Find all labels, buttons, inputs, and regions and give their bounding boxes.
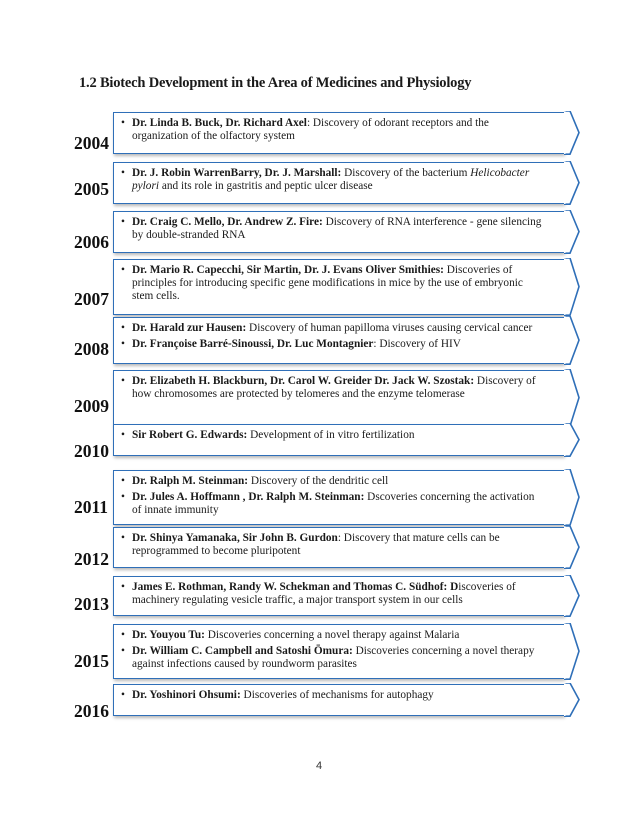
entry-box bbox=[113, 527, 564, 568]
timeline-entry bbox=[74, 112, 564, 152]
separator: : bbox=[373, 338, 377, 351]
item-text bbox=[132, 264, 546, 304]
timeline-entry bbox=[74, 424, 564, 461]
entry-item bbox=[121, 338, 546, 351]
item-text bbox=[132, 375, 546, 401]
entry-box bbox=[113, 162, 564, 204]
year-label: 2006 bbox=[74, 232, 109, 252]
entry-content bbox=[114, 425, 564, 445]
timeline-entry bbox=[74, 259, 564, 313]
laureate-names: Dr. Ralph M. Steinman: bbox=[132, 475, 249, 487]
bullet-icon: • bbox=[121, 581, 125, 593]
entry-content bbox=[114, 625, 564, 675]
entry-box bbox=[113, 317, 564, 364]
entry-box bbox=[113, 112, 564, 154]
timeline-entry bbox=[74, 576, 564, 614]
bullet-icon: • bbox=[121, 338, 125, 351]
box-arrow-shape bbox=[564, 161, 580, 204]
entry-box bbox=[113, 684, 564, 716]
entry-item bbox=[121, 581, 546, 607]
timeline-entry bbox=[74, 527, 564, 569]
year-label: 2010 bbox=[74, 441, 109, 461]
bullet-icon: • bbox=[121, 429, 125, 441]
item-text bbox=[132, 581, 546, 607]
item-text bbox=[132, 645, 546, 671]
box-arrow-shape bbox=[564, 316, 580, 364]
laureate-names: Dr. Françoise Barré-Sinoussi, Dr. Luc Montagnier bbox=[132, 338, 374, 351]
laureate-names: Dr. Jules A. Hoffmann , Dr. Ralph M. Steinman: bbox=[132, 491, 365, 504]
entry-item bbox=[121, 645, 546, 671]
entry-item bbox=[121, 629, 546, 642]
discovery-text: Discovery of RNA interference - gene silencing by double-stranded RNA bbox=[132, 216, 542, 242]
entry-item bbox=[121, 264, 546, 304]
entry-box bbox=[113, 370, 564, 426]
bullet-icon: • bbox=[121, 216, 125, 228]
entry-content bbox=[114, 163, 564, 196]
entry-content bbox=[114, 685, 564, 705]
discovery-text-continued: and its role in gastritis and peptic ulcer disease bbox=[159, 180, 373, 193]
timeline-entry bbox=[74, 211, 564, 251]
box-arrow-shape bbox=[564, 623, 580, 679]
box-arrow-shape bbox=[564, 111, 580, 154]
entry-item bbox=[121, 167, 546, 193]
item-text bbox=[132, 491, 546, 517]
laureate-names: Dr. Shinya Yamanaka, Sir John B. Gurdon bbox=[132, 532, 338, 544]
box-arrow-shape bbox=[564, 423, 580, 456]
box-arrow-shape bbox=[564, 526, 580, 568]
box-arrow-shape bbox=[564, 210, 580, 253]
entry-item bbox=[121, 322, 546, 335]
item-text bbox=[132, 322, 546, 335]
laureate-names: Dr. Linda B. Buck, Dr. Richard Axel bbox=[132, 117, 307, 129]
entry-box bbox=[113, 624, 564, 679]
discovery-text: Discovery of how chromosomes are protected by telomeres and the enzyme telomerase bbox=[132, 375, 536, 401]
entry-item bbox=[121, 475, 546, 488]
laureate-names: Dr. Harald zur Hausen: bbox=[132, 322, 247, 334]
laureate-names: Dr. J. Robin WarrenBarry, Dr. J. Marshall: bbox=[132, 167, 342, 179]
item-text bbox=[132, 532, 546, 558]
bullet-icon: • bbox=[121, 475, 125, 487]
item-text bbox=[132, 629, 546, 642]
bullet-icon: • bbox=[121, 689, 125, 701]
bullet-icon: • bbox=[121, 375, 125, 387]
entry-item bbox=[121, 532, 546, 558]
item-text bbox=[132, 689, 546, 702]
item-text bbox=[132, 475, 546, 488]
bullet-icon: • bbox=[121, 491, 125, 504]
box-arrow-shape bbox=[564, 258, 580, 315]
entry-box bbox=[113, 211, 564, 253]
discovery-text: Discovery of human papilloma viruses causing cervical cancer bbox=[246, 322, 533, 334]
entry-content bbox=[114, 471, 564, 521]
year-label: 2012 bbox=[74, 549, 109, 569]
entry-box bbox=[113, 576, 564, 616]
discovery-text: Discoveries of mechanisms for autophagy bbox=[240, 689, 434, 701]
laureate-names: Dr. Youyou Tu: bbox=[132, 629, 205, 641]
year-label: 2016 bbox=[74, 701, 109, 721]
entry-content bbox=[114, 113, 564, 146]
box-arrow-shape bbox=[564, 683, 580, 716]
separator: : bbox=[337, 532, 341, 544]
bullet-icon: • bbox=[121, 629, 125, 641]
discovery-text: Discovery of odorant receptors and the organization of the olfactory system bbox=[132, 117, 489, 143]
entry-item bbox=[121, 117, 546, 143]
discovery-text: Discovery that mature cells can be reprogrammed to become pluripotent bbox=[132, 532, 500, 558]
entry-content bbox=[114, 260, 564, 307]
entry-box bbox=[113, 424, 564, 456]
year-label: 2013 bbox=[74, 594, 109, 614]
laureate-names: James E. Rothman, Randy W. Schekman and Thomas C. Südhof: D bbox=[132, 581, 459, 593]
box-arrow-shape bbox=[564, 575, 580, 616]
item-text bbox=[132, 429, 546, 442]
entry-content bbox=[114, 577, 564, 610]
discovery-text: Discovery of HIV bbox=[376, 338, 461, 351]
entry-item bbox=[121, 375, 546, 401]
discovery-text: Discovery of the dendritic cell bbox=[248, 475, 389, 487]
entry-content bbox=[114, 528, 564, 561]
page-number: 4 bbox=[315, 760, 323, 772]
year-label: 2004 bbox=[74, 133, 109, 153]
discovery-text: Discoveries concerning a novel therapy against infections caused by roundworm parasites bbox=[132, 645, 535, 671]
species-name: Helicobacter pylori bbox=[132, 167, 530, 193]
bullet-icon: • bbox=[121, 264, 125, 276]
discovery-text: iscoveries of machinery regulating vesicle traffic, a major transport system in our cells bbox=[132, 581, 516, 607]
item-text bbox=[132, 117, 546, 143]
item-text bbox=[132, 167, 546, 193]
laureate-names: Sir Robert G. Edwards: bbox=[132, 429, 248, 441]
laureate-names: Dr. Mario R. Capecchi, Sir Martin, Dr. J. Evans Oliver Smithies: bbox=[132, 264, 444, 276]
separator: : bbox=[306, 117, 311, 129]
discovery-text: Discoveries concerning a novel therapy against Malaria bbox=[204, 629, 460, 641]
timeline-entry bbox=[74, 624, 564, 677]
timeline-entry bbox=[74, 684, 564, 721]
box-arrow-shape bbox=[564, 369, 580, 426]
discovery-text: Discoveries of principles for introducing specific gene modifications in mice by the use of embryonic stem cells. bbox=[132, 264, 523, 303]
year-label: 2007 bbox=[74, 289, 109, 309]
year-label: 2008 bbox=[74, 339, 109, 359]
year-label: 2011 bbox=[74, 497, 109, 517]
bullet-icon: • bbox=[121, 645, 125, 658]
laureate-names: Dr. William C. Campbell and Satoshi Ōmura: bbox=[132, 645, 353, 658]
section-title: 1.2 Biotech Development in the Area of Medicines and Physiology bbox=[79, 75, 472, 91]
entry-content bbox=[114, 371, 564, 404]
year-label: 2015 bbox=[74, 651, 109, 671]
year-label: 2005 bbox=[74, 179, 109, 199]
bullet-icon: • bbox=[121, 532, 125, 544]
laureate-names: Dr. Craig C. Mello, Dr. Andrew Z. Fire: bbox=[132, 216, 323, 228]
item-text bbox=[132, 338, 546, 351]
bullet-icon: • bbox=[121, 117, 125, 129]
entry-box bbox=[113, 259, 564, 315]
laureate-names: Dr. Elizabeth H. Blackburn, Dr. Carol W. Greider Dr. Jack W. Szostak: bbox=[132, 375, 475, 387]
timeline-entry bbox=[74, 370, 564, 424]
timeline-entry bbox=[74, 317, 564, 362]
item-text bbox=[132, 216, 546, 242]
entry-item bbox=[121, 689, 546, 702]
box-arrow-shape bbox=[564, 469, 580, 525]
entry-box bbox=[113, 470, 564, 525]
entry-item bbox=[121, 491, 546, 517]
discovery-text: Development of in vitro fertilization bbox=[247, 429, 415, 441]
timeline-entry bbox=[74, 470, 564, 523]
entry-item bbox=[121, 216, 546, 242]
timeline-entry bbox=[74, 162, 564, 202]
bullet-icon: • bbox=[121, 322, 125, 334]
year-label: 2009 bbox=[74, 396, 109, 416]
entry-content bbox=[114, 318, 564, 354]
bullet-icon: • bbox=[121, 167, 125, 179]
laureate-names: Dr. Yoshinori Ohsumi: bbox=[132, 689, 241, 701]
discovery-text: Dscoveries concerning the activation of innate immunity bbox=[132, 491, 535, 517]
entry-item bbox=[121, 429, 546, 442]
entry-content bbox=[114, 212, 564, 245]
discovery-text: Discovery of the bacterium bbox=[341, 167, 471, 179]
